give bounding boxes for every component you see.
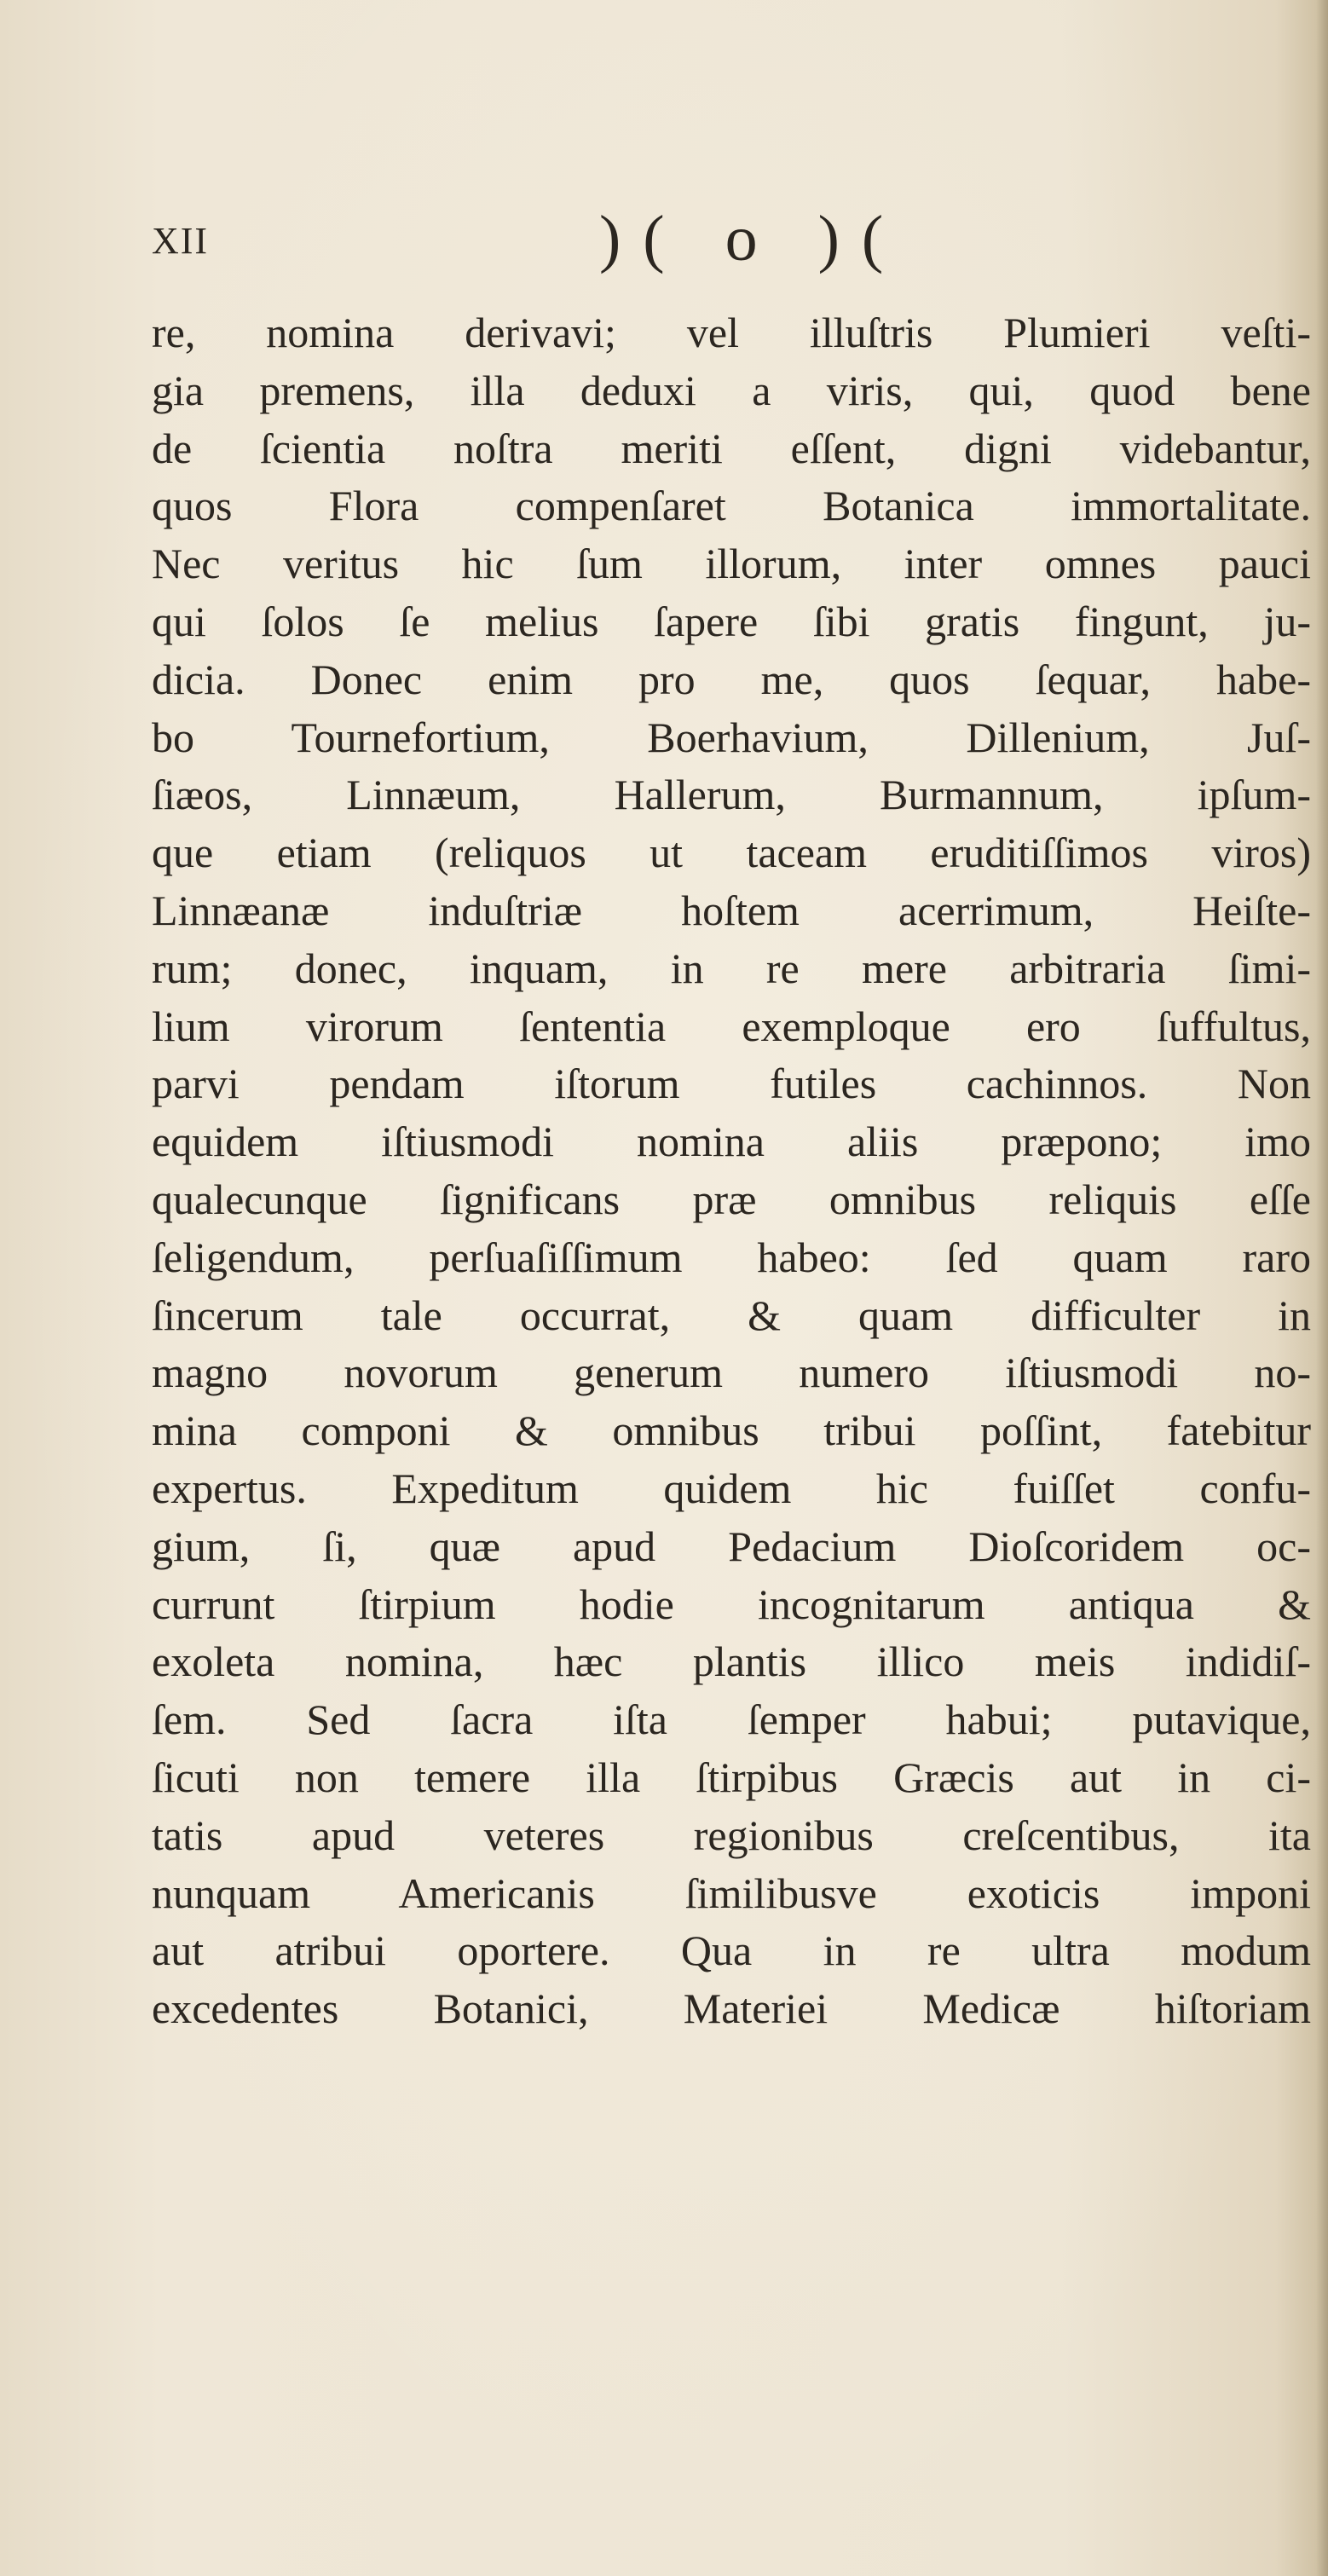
text-line: rum; donec, inquam, in re mere arbitraria ſimi- [152, 944, 1311, 992]
text-line: ſincerum tale occurrat, & quam difficulter in [152, 1291, 1311, 1339]
text-line: mina componi & omnibus tribui poſſint, fatebitur [152, 1406, 1311, 1455]
text-line: excedentes Botanici, Materiei Medicæ hiſtoriam [152, 1984, 1311, 2033]
text-line: gia premens, illa deduxi a viris, qui, quod bene [152, 366, 1311, 414]
text-line: lium virorum ſententia exemploque ero ſuffultus, [152, 1002, 1311, 1050]
text-line: aut atribui oportere. Qua in re ultra modum [152, 1926, 1311, 1975]
text-line: exoleta nomina, hæc plantis illico meis indidiſ- [152, 1637, 1311, 1686]
page-header [152, 200, 1328, 277]
text-line: gium, ſi, quæ apud Pedacium Dioſcoridem oc- [152, 1522, 1311, 1570]
text-line: re, nomina derivavi; vel illuſtris Plumieri veſti- [152, 309, 1311, 356]
text-line: ſeligendum, perſuaſiſſimum habeo: ſed quam raro [152, 1233, 1311, 1281]
text-line: currunt ſtirpium hodie incognitarum antiqua & [152, 1580, 1311, 1628]
text-line: de ſcientia noſtra meriti eſſent, digni videbantur, [152, 424, 1311, 472]
text-line: magno novorum generum numero iſtiusmodi no- [152, 1349, 1311, 1397]
text-line: qualecunque ſignificans præ omnibus reliquis eſſe [152, 1175, 1311, 1223]
text-line: dicia. Donec enim pro me, quos ſequar, habe- [152, 655, 1311, 703]
body-text [152, 304, 1311, 2038]
text-line: Nec veritus hic ſum illorum, inter omnes pauci [152, 540, 1311, 588]
text-line: parvi pendam iſtorum futiles cachinnos. Non [152, 1060, 1311, 1108]
text-line: quos Flora compenſaret Botanica immortalitate. [152, 482, 1311, 530]
text-line: bo Tournefortium, Boerhavium, Dillenium, Juſ- [152, 713, 1311, 761]
text-line: ſiæos, Linnæum, Hallerum, Burmannum, ipſum- [152, 771, 1311, 819]
text-line: que etiam (reliquos ut taceam eruditiſſimos viros) [152, 829, 1311, 877]
text-line: tatis apud veteres regionibus creſcentibus, ita [152, 1811, 1311, 1859]
text-line: expertus. Expeditum quidem hic fuiſſet confu- [152, 1464, 1311, 1512]
page-edge-shadow [1316, 0, 1328, 2576]
header-ornament: )( o )( [599, 203, 906, 274]
text-line: equidem iſtiusmodi nomina aliis præpono; imo [152, 1118, 1311, 1166]
text-line: qui ſolos ſe melius ſapere ſibi gratis fingunt, ju- [152, 597, 1311, 645]
text-line: nunquam Americanis ſimilibusve exoticis imponi [152, 1868, 1311, 1917]
text-line: ſicuti non temere illa ſtirpibus Græcis aut in ci- [152, 1753, 1311, 1801]
text-line: ſem. Sed ſacra iſta ſemper habui; putavique, [152, 1695, 1311, 1744]
text-line: Linnæanæ induſtriæ hoſtem acerrimum, Heiſte- [152, 886, 1311, 934]
page-number: XII [152, 220, 210, 262]
